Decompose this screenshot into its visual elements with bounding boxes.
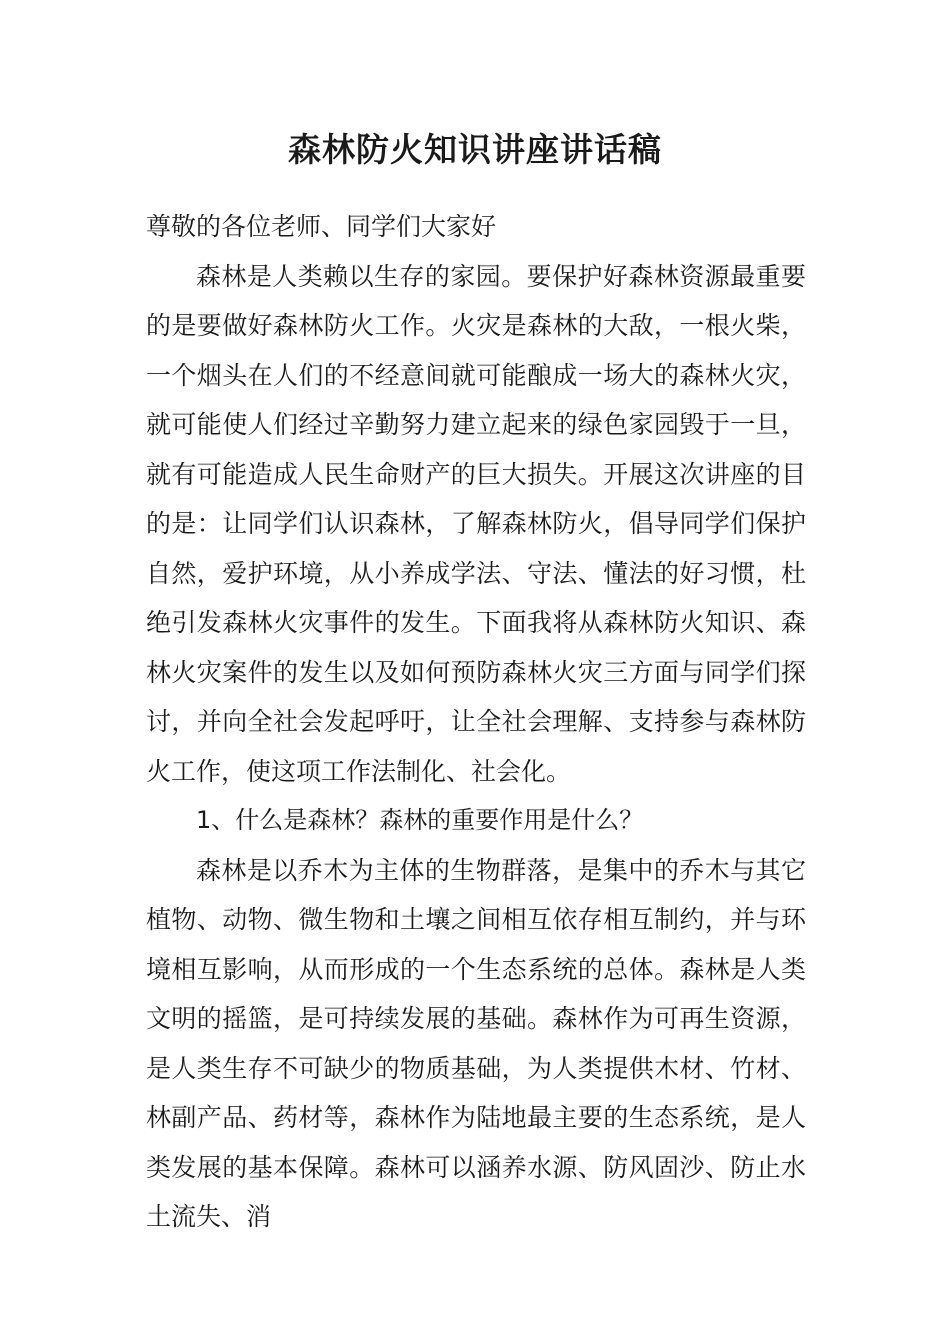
- document-title: 森林防火知识讲座讲话稿: [288, 130, 662, 169]
- intro-paragraph: 森林是人类赖以生存的家园。要保护好森林资源最重要的是要做好森林防火工作。火灾是森林的大敌，一根火柴，一个烟头在人们的不经意间就可能酿成一场大的森林火灾，就可能使人们经过辛勤努力建立起来的绿色家园毁于一旦，就有可能造成人民生命财产的巨大损失。开展这次讲座的目的是：让同学们认识森林，了解森林防火，倡导同学们保护自然，爱护环境，从小养成学法、守法、懂法的好习惯，杜绝引发森林火灾事件的发生。下面我将从森林防火知识、森林火灾案件的发生以及如何预防森林火灾三方面与同学们探讨，并向全社会发起呼吁，让全社会理解、支持参与森林防火工作，使这项工作法制化、社会化。: [146, 261, 806, 786]
- document-body: [146, 202, 806, 1242]
- greeting-line: 尊敬的各位老师、同学们大家好: [146, 212, 497, 241]
- section-heading: 1、什么是森林？森林的重要作用是什么？: [196, 806, 644, 834]
- forest-definition-paragraph: 森林是以乔木为主体的生物群落，是集中的乔木与其它植物、动物、微生物和土壤之间相互依存相互制约，并与环境相互影响，从而形成的一个生态系统的总体。森林是人类文明的摇篮，是可持续发展的基础。森林作为可再生资源，是人类生存不可缺少的物质基础，为人类提供木材、竹材、林副产品、药材等，森林作为陆地最主要的生态系统，是人类发展的基本保障。森林可以涵养水源、防风固沙、防止水土流失、消: [146, 855, 806, 1231]
